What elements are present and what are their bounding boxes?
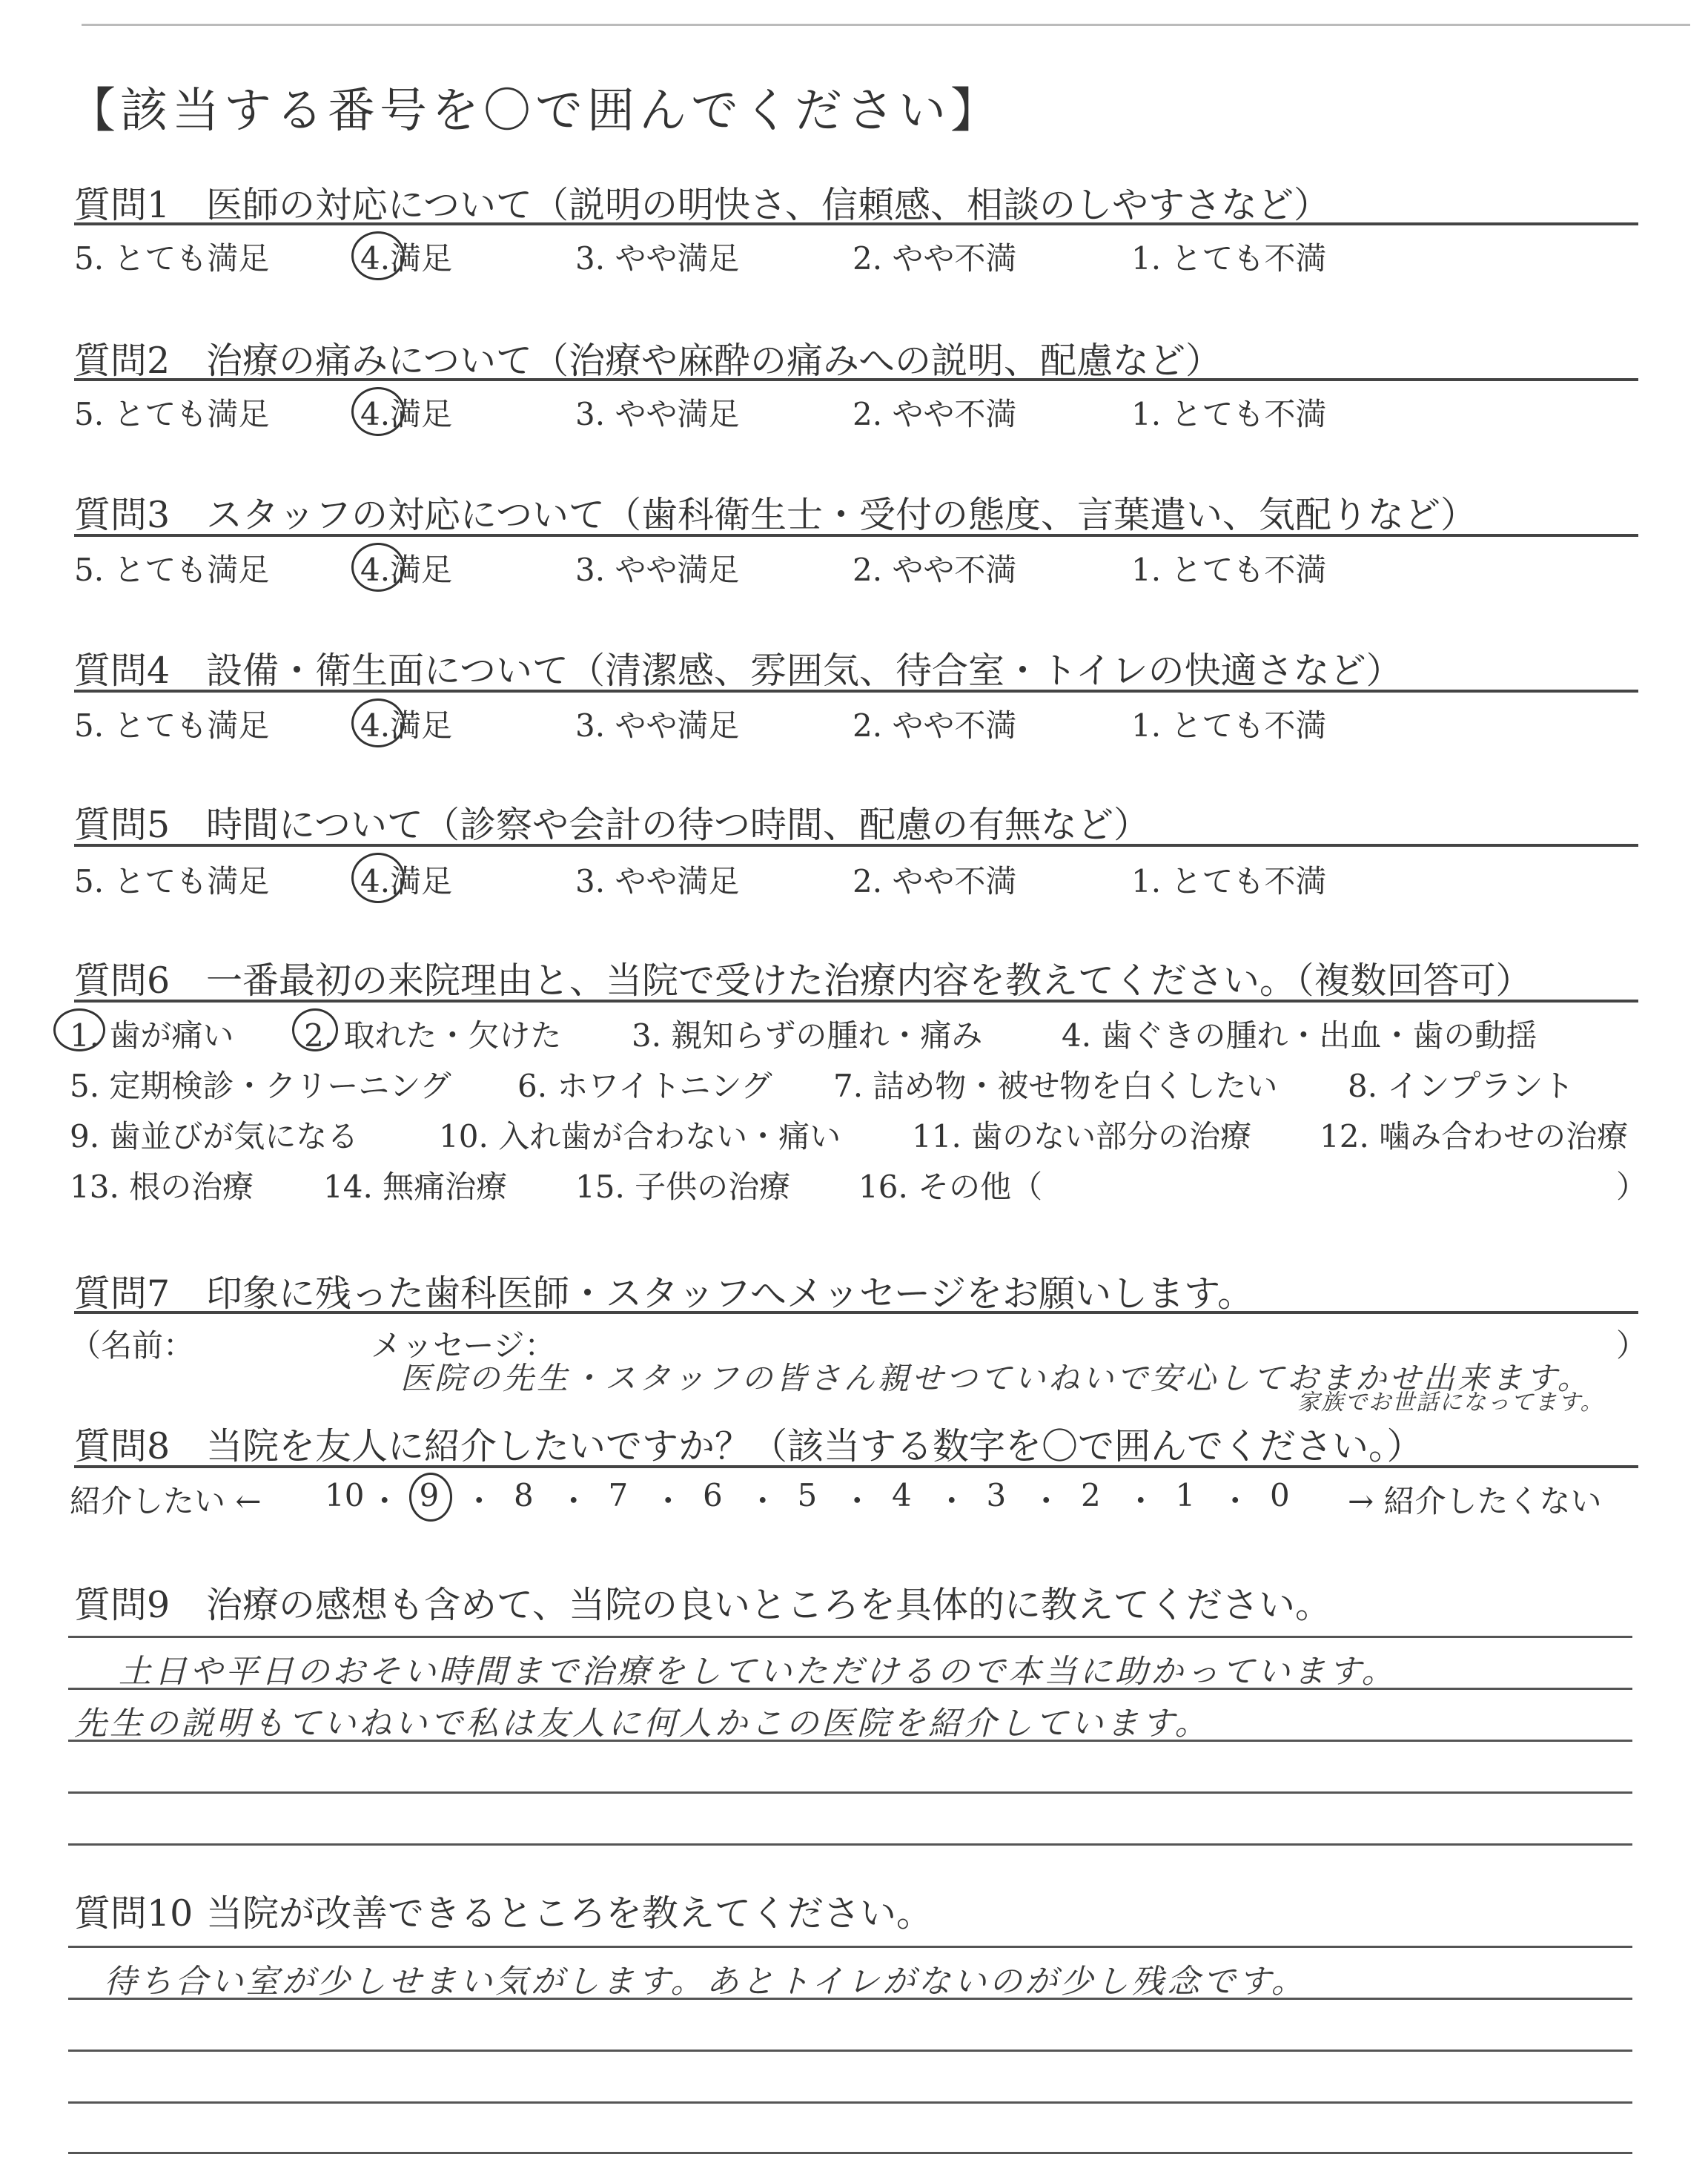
rating-option-1[interactable]: 1. とても不満 xyxy=(1131,552,1327,588)
reason-option-10[interactable]: 10. 入れ歯が合わない・痛い xyxy=(439,1118,841,1155)
scale-value-7[interactable]: 7 xyxy=(608,1477,629,1513)
question-text: 一番最初の来院理由と、当院で受けた治療内容を教えてください。（複数回答可） xyxy=(206,960,1532,1002)
rating-option-5[interactable]: 5. とても満足 xyxy=(74,552,270,588)
scale-value-3[interactable]: 3 xyxy=(986,1477,1007,1513)
question-rule xyxy=(74,222,1638,225)
question-number: 質問2 xyxy=(74,340,171,382)
question-6 xyxy=(74,952,1532,1004)
rating-option-2[interactable]: 2. やや不満 xyxy=(853,396,1017,432)
rating-option-3[interactable]: 3. やや満足 xyxy=(575,552,740,588)
scale-separator: ・ xyxy=(1219,1483,1251,1519)
rating-option-2[interactable]: 2. やや不満 xyxy=(853,863,1017,899)
rating-option-3[interactable]: 3. やや満足 xyxy=(575,396,740,432)
instruction-header: 【該当する番号を〇で囲んでください】 xyxy=(68,84,1002,139)
rating-option-2[interactable]: 2. やや不満 xyxy=(853,240,1017,277)
scale-value-2[interactable]: 2 xyxy=(1081,1477,1101,1513)
answer-line xyxy=(68,2050,1632,2052)
reason-option-8[interactable]: 8. インプラント xyxy=(1348,1068,1575,1104)
option-label: 満足 xyxy=(390,707,453,744)
handwritten-answer-line-1[interactable]: 土日や平日のおそい時間まで治療をしていただけるので本当に助かっています。 xyxy=(119,1653,1397,1691)
answer-line xyxy=(68,1791,1632,1794)
question-text: スタッフの対応について（歯科衛生士・受付の態度、言葉遣い、気配りなど） xyxy=(206,494,1477,536)
rating-option-3[interactable]: 3. やや満足 xyxy=(575,863,740,899)
scale-separator: ・ xyxy=(936,1483,967,1519)
selection-circle xyxy=(351,543,405,592)
question-rule xyxy=(74,1000,1638,1003)
question-10 xyxy=(74,1885,933,1937)
question-rule xyxy=(74,1465,1638,1468)
question-rule xyxy=(74,844,1638,847)
rating-option-3[interactable]: 3. やや満足 xyxy=(575,240,740,277)
rating-option-2[interactable]: 2. やや不満 xyxy=(853,707,1017,744)
reason-option-15[interactable]: 15. 子供の治療 xyxy=(575,1169,791,1205)
question-2 xyxy=(74,332,1222,384)
question-rule xyxy=(74,1311,1638,1314)
scale-separator: ・ xyxy=(557,1483,589,1519)
option-label: 満足 xyxy=(390,240,453,277)
handwritten-message[interactable]: 医院の先生・スタッフの皆さん親せつていねいで安心しておまかせ出来ます。 xyxy=(400,1360,1592,1396)
scale-separator: ・ xyxy=(1125,1483,1156,1519)
rating-option-1[interactable]: 1. とても不満 xyxy=(1131,396,1327,432)
selection-circle xyxy=(292,1008,338,1051)
question-text: 当院を友人に紹介したいですか？（該当する数字を〇で囲んでください。） xyxy=(206,1425,1423,1467)
answer-line xyxy=(68,1946,1632,1948)
message-close-paren: ） xyxy=(1616,1327,1648,1364)
answer-line xyxy=(68,1998,1632,2000)
answer-line xyxy=(68,2101,1632,2104)
scale-separator: ・ xyxy=(747,1483,778,1519)
scale-value-8[interactable]: 8 xyxy=(514,1477,534,1513)
question-3 xyxy=(74,486,1477,538)
selection-circle xyxy=(351,698,405,747)
scale-value-4[interactable]: 4 xyxy=(892,1477,912,1513)
question-number: 質問10 xyxy=(74,1892,193,1935)
question-text: 設備・衛生面について（清潔感、雰囲気、待合室・トイレの快適さなど） xyxy=(206,650,1403,692)
scale-separator: ・ xyxy=(463,1483,495,1519)
reason-option-9[interactable]: 9. 歯並びが気になる xyxy=(70,1118,359,1155)
rating-option-3[interactable]: 3. やや満足 xyxy=(575,707,740,744)
option-number: 4. xyxy=(360,396,391,432)
selection-circle xyxy=(351,853,405,903)
reason-option-2[interactable]: 2. 取れた・欠けた xyxy=(304,1017,562,1054)
question-text: 時間について（診察や会計の待つ時間、配慮の有無など） xyxy=(206,804,1151,846)
question-number: 質問1 xyxy=(74,184,171,226)
scale-value-6[interactable]: 6 xyxy=(703,1477,723,1513)
question-1 xyxy=(74,176,1330,228)
reason-option-6[interactable]: 6. ホワイトニング xyxy=(517,1068,772,1104)
question-7 xyxy=(74,1265,1254,1317)
question-text: 当院が改善できるところを教えてください。 xyxy=(206,1892,933,1935)
question-number: 質問7 xyxy=(74,1272,171,1315)
question-rule xyxy=(74,690,1638,693)
reason-option-1[interactable]: 1. 歯が痛い xyxy=(70,1017,234,1054)
question-4 xyxy=(74,642,1403,694)
selection-circle xyxy=(351,387,405,436)
scale-separator: ・ xyxy=(841,1483,873,1519)
name-label: （名前： xyxy=(70,1327,195,1364)
answer-line xyxy=(68,2152,1632,2154)
question-number: 質問9 xyxy=(74,1584,171,1626)
scale-separator: ・ xyxy=(652,1483,684,1519)
option-number: 4. xyxy=(360,707,391,744)
option-number: 4. xyxy=(360,240,391,277)
recommend-right-label: → 紹介したくない xyxy=(1348,1483,1602,1519)
option-number: 4. xyxy=(360,552,391,588)
reason-option-4[interactable]: 4. 歯ぐきの腫れ・出血・歯の動揺 xyxy=(1062,1017,1537,1054)
question-number: 質問8 xyxy=(74,1425,171,1467)
question-number: 質問4 xyxy=(74,650,171,692)
selection-circle xyxy=(53,1008,105,1051)
question-text: 治療の感想も含めて、当院の良いところを具体的に教えてください。 xyxy=(206,1584,1332,1626)
question-number: 質問5 xyxy=(74,804,171,846)
handwritten-message-note[interactable]: 家族でお世話になってます。 xyxy=(1297,1390,1604,1416)
reason-option-12[interactable]: 12. 噛み合わせの治療 xyxy=(1320,1118,1629,1155)
reason-option-14[interactable]: 14. 無痛治療 xyxy=(323,1169,508,1205)
question-8 xyxy=(74,1418,1423,1470)
rating-option-1[interactable]: 1. とても不満 xyxy=(1131,240,1327,277)
scale-value-10[interactable]: 10 xyxy=(325,1477,365,1513)
top-border xyxy=(82,24,1690,26)
rating-option-5[interactable]: 5. とても満足 xyxy=(74,396,270,432)
option-label: 満足 xyxy=(390,863,453,899)
question-text: 印象に残った歯科医師・スタッフへメッセージをお願いします。 xyxy=(206,1272,1254,1315)
question-rule xyxy=(74,378,1638,381)
message-label: メッセージ： xyxy=(371,1327,556,1364)
rating-option-1[interactable]: 1. とても不満 xyxy=(1131,863,1327,899)
answer-line xyxy=(68,1636,1632,1638)
rating-option-5[interactable]: 5. とても満足 xyxy=(74,240,270,277)
rating-option-5[interactable]: 5. とても満足 xyxy=(74,863,270,899)
answer-line xyxy=(68,1688,1632,1690)
rating-option-1[interactable]: 1. とても不満 xyxy=(1131,707,1327,744)
scale-value-1[interactable]: 1 xyxy=(1175,1477,1196,1513)
other-close-paren: ） xyxy=(1616,1169,1648,1205)
answer-line xyxy=(68,1843,1632,1846)
handwritten-improvement[interactable]: 待ち合い室が少しせまい気がします。あとトイレがないのが少し残念です。 xyxy=(104,1963,1307,2001)
option-number: 4. xyxy=(360,863,391,899)
reason-option-16[interactable]: 16. その他（ xyxy=(858,1169,1043,1205)
reason-option-11[interactable]: 11. 歯のない部分の治療 xyxy=(912,1118,1252,1155)
question-text: 医師の対応について（説明の明快さ、信頼感、相談のしやすさなど） xyxy=(206,184,1331,226)
selection-circle xyxy=(351,231,405,280)
answer-line xyxy=(68,1740,1632,1742)
scale-separator: ・ xyxy=(368,1483,400,1519)
handwritten-answer-line-2[interactable]: 先生の説明もていねいで私は友人に何人かこの医院を紹介しています。 xyxy=(74,1705,1211,1743)
rating-option-5[interactable]: 5. とても満足 xyxy=(74,707,270,744)
scale-value-5[interactable]: 5 xyxy=(797,1477,818,1513)
reason-option-5[interactable]: 5. 定期検診・クリーニング xyxy=(70,1068,451,1104)
question-rule xyxy=(74,534,1638,537)
reason-option-3[interactable]: 3. 親知らずの腫れ・痛み xyxy=(632,1017,983,1054)
scale-separator: ・ xyxy=(1030,1483,1062,1519)
question-5 xyxy=(74,796,1150,848)
question-number: 質問6 xyxy=(74,960,171,1002)
selection-circle xyxy=(409,1473,452,1522)
reason-option-13[interactable]: 13. 根の治療 xyxy=(70,1169,254,1205)
reason-option-7[interactable]: 7. 詰め物・被せ物を白くしたい xyxy=(833,1068,1278,1104)
rating-option-2[interactable]: 2. やや不満 xyxy=(853,552,1017,588)
scale-value-9[interactable]: 9 xyxy=(419,1477,440,1513)
question-number: 質問3 xyxy=(74,494,171,536)
question-9 xyxy=(74,1576,1331,1628)
option-label: 満足 xyxy=(390,552,453,588)
question-text: 治療の痛みについて（治療や麻酔の痛みへの説明、配慮など） xyxy=(206,340,1222,382)
option-label: 満足 xyxy=(390,396,453,432)
scale-value-0[interactable]: 0 xyxy=(1270,1477,1290,1513)
recommend-left-label: 紹介したい ← xyxy=(70,1483,262,1519)
